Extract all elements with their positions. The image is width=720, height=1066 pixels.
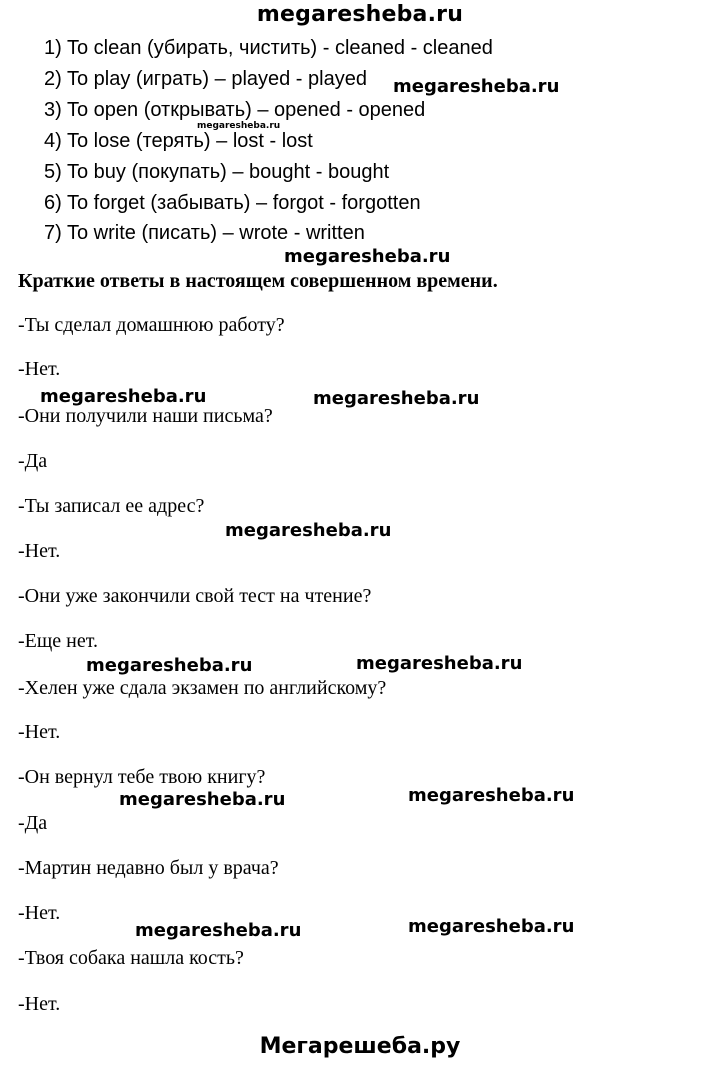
- verb-form-line: 1) To clean (убирать, чистить) - cleaned - cleaned: [44, 37, 493, 59]
- watermark: megaresheba.ru: [393, 76, 560, 97]
- dialogue-line: -Они получили наши письма?: [18, 405, 273, 427]
- watermark: megaresheba.ru: [408, 785, 575, 806]
- watermark: megaresheba.ru: [313, 388, 480, 409]
- dialogue-line: -Да: [18, 450, 48, 472]
- watermark: megaresheba.ru: [356, 653, 523, 674]
- site-header: megaresheba.ru: [256, 2, 464, 27]
- watermark: megaresheba.ru: [119, 789, 286, 810]
- watermark: megaresheba.ru: [40, 386, 207, 407]
- verb-form-line: 5) To buy (покупать) – bought - bought: [44, 161, 390, 183]
- section-title: Краткие ответы в настоящем совершенном времени.: [18, 270, 498, 292]
- dialogue-line: -Ты записал ее адрес?: [18, 495, 205, 517]
- dialogue-line: -Твоя собака нашла кость?: [18, 947, 244, 969]
- dialogue-line: -Нет.: [18, 540, 61, 562]
- verb-form-line: 6) To forget (забывать) – forgot - forgotten: [44, 192, 421, 214]
- dialogue-line: -Мартин недавно был у врача?: [18, 857, 279, 879]
- verb-form-line: 7) To write (писать) – wrote - written: [44, 222, 365, 244]
- dialogue-line: -Ты сделал домашнюю работу?: [18, 314, 285, 336]
- dialogue-line: -Еще нет.: [18, 630, 98, 652]
- dialogue-line: -Нет.: [18, 993, 61, 1015]
- verb-form-line: 2) To play (играть) – played - played: [44, 68, 367, 90]
- watermark: megaresheba.ru: [86, 655, 253, 676]
- watermark: megaresheba.ru: [135, 920, 302, 941]
- verb-form-line: 3) To open (открывать) – opened - opened: [44, 99, 426, 121]
- verb-form-line: 4) To lose (терять) – lost - lost: [44, 130, 313, 152]
- dialogue-line: -Нет.: [18, 358, 61, 380]
- site-footer: Мегарешеба.ру: [259, 1034, 461, 1059]
- watermark: megaresheba.ru: [197, 121, 281, 131]
- dialogue-line: -Он вернул тебе твою книгу?: [18, 766, 266, 788]
- dialogue-line: -Да: [18, 812, 48, 834]
- watermark: megaresheba.ru: [284, 246, 451, 267]
- dialogue-line: -Хелен уже сдала экзамен по английскому?: [18, 677, 387, 699]
- dialogue-line: -Они уже закончили свой тест на чтение?: [18, 585, 372, 607]
- dialogue-line: -Нет.: [18, 902, 61, 924]
- watermark: megaresheba.ru: [225, 520, 392, 541]
- watermark: megaresheba.ru: [408, 916, 575, 937]
- dialogue-line: -Нет.: [18, 721, 61, 743]
